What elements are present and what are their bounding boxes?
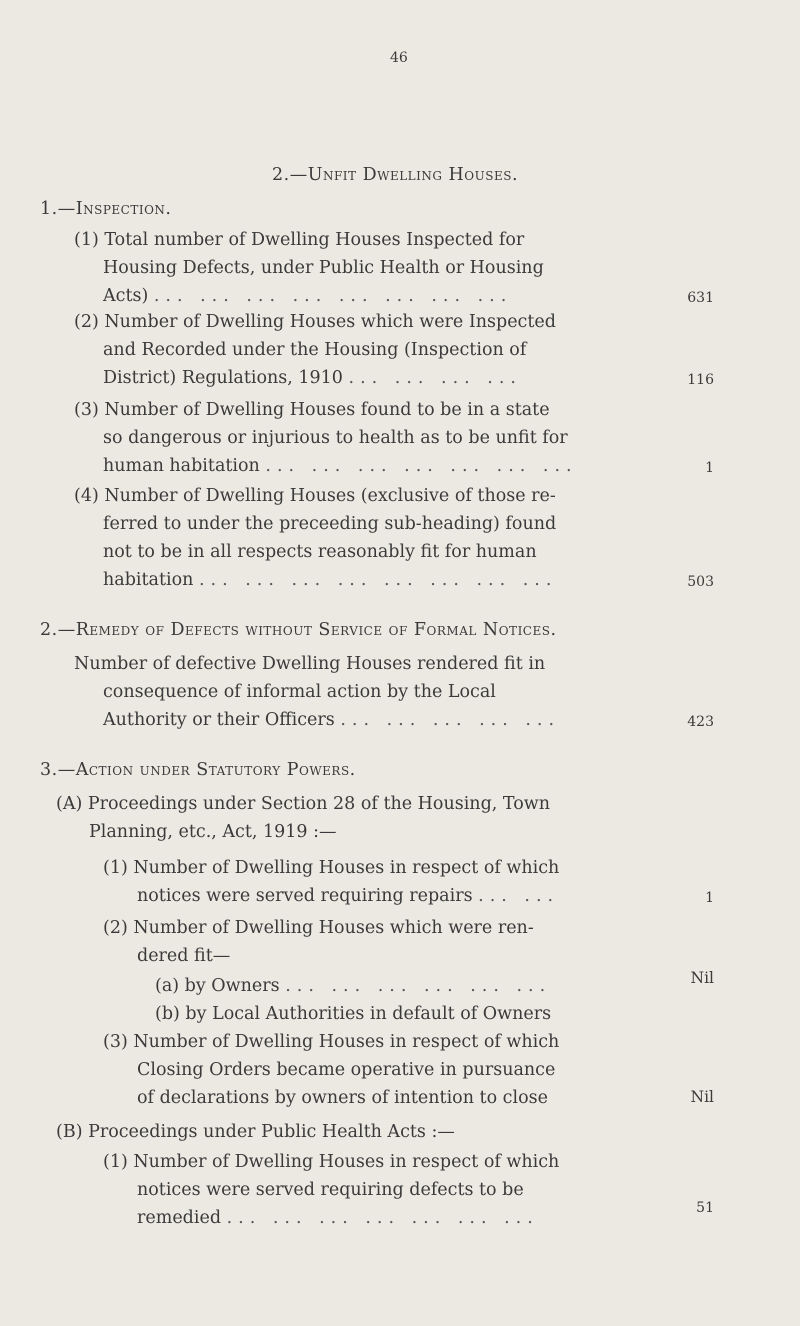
item-3-line-1: (3) Number of Dwelling Houses found to be in a state xyxy=(74,400,550,420)
a1-line-1: (1) Number of Dwelling Houses in respect of which xyxy=(103,858,560,878)
a1-line-2: notices were served requiring repairs ... ... xyxy=(137,886,560,906)
item-1-value: 631 xyxy=(687,290,714,306)
item-2-line-2: and Recorded under the Housing (Inspection of xyxy=(103,340,527,360)
item-2-line-3: District) Regulations, 1910 ... ... ... ... xyxy=(103,368,522,388)
item-4-line-1: (4) Number of Dwelling Houses (exclusive of those re- xyxy=(74,486,556,506)
section-2-line-3: Authority or their Officers ... ... ... ... ... xyxy=(103,710,561,730)
a2a-value: Nil xyxy=(690,969,714,987)
b1-value: 51 xyxy=(696,1200,714,1216)
a3-line-2: Closing Orders became operative in pursuance xyxy=(137,1060,556,1080)
a2b-line: (b) by Local Authorities in default of Owners xyxy=(155,1004,552,1024)
item-1-line-2: Housing Defects, under Public Health or Housing xyxy=(103,258,544,278)
item-4-line-4: habitation ... ... ... ... ... ... ... ... xyxy=(103,570,558,590)
item-2-line-1: (2) Number of Dwelling Houses which were Inspected xyxy=(74,312,556,332)
b1-line-3: remedied ... ... ... ... ... ... ... xyxy=(137,1208,539,1228)
a2-line-1: (2) Number of Dwelling Houses which were ren- xyxy=(103,918,534,938)
section-1-heading: 1.—Inspection. xyxy=(40,199,172,219)
item-3-value: 1 xyxy=(705,460,714,476)
a2a-line: (a) by Owners ... ... ... ... ... ... xyxy=(155,976,552,996)
section-3-heading: 3.—Action under Statutory Powers. xyxy=(40,760,356,780)
b1-line-2: notices were served requiring defects to be xyxy=(137,1180,524,1200)
section-2-value: 423 xyxy=(687,714,714,730)
page-title: 2.—Unfit Dwelling Houses. xyxy=(272,165,519,185)
a3-value: Nil xyxy=(690,1088,714,1106)
item-1-line-1: (1) Total number of Dwelling Houses Inspected for xyxy=(74,230,525,250)
a2-line-2: dered fit— xyxy=(137,946,231,966)
section-2-heading: 2.—Remedy of Defects without Service of Formal Notices. xyxy=(40,620,557,640)
proceedings-b-line: (B) Proceedings under Public Health Acts :— xyxy=(56,1122,455,1142)
item-4-line-2: ferred to under the preceeding sub-heading) found xyxy=(103,514,557,534)
proceedings-a-line-1: (A) Proceedings under Section 28 of the Housing, Town xyxy=(56,794,551,814)
item-3-line-3: human habitation ... ... ... ... ... ... ... xyxy=(103,456,578,476)
section-2-line-2: consequence of informal action by the Local xyxy=(103,682,496,702)
page-number: 46 xyxy=(390,50,408,66)
item-4-value: 503 xyxy=(687,574,714,590)
a3-line-3: of declarations by owners of intention to close xyxy=(137,1088,548,1108)
item-2-value: 116 xyxy=(687,372,714,388)
a3-line-1: (3) Number of Dwelling Houses in respect of which xyxy=(103,1032,560,1052)
a1-value: 1 xyxy=(705,890,714,906)
item-1-line-3: Acts) ... ... ... ... ... ... ... ... xyxy=(103,286,513,306)
item-3-line-2: so dangerous or injurious to health as to be unfit for xyxy=(103,428,568,448)
b1-line-1: (1) Number of Dwelling Houses in respect of which xyxy=(103,1152,560,1172)
proceedings-a-line-2: Planning, etc., Act, 1919 :— xyxy=(89,822,337,842)
item-4-line-3: not to be in all respects reasonably fit for human xyxy=(103,542,537,562)
section-2-line-1: Number of defective Dwelling Houses rendered fit in xyxy=(74,654,546,674)
